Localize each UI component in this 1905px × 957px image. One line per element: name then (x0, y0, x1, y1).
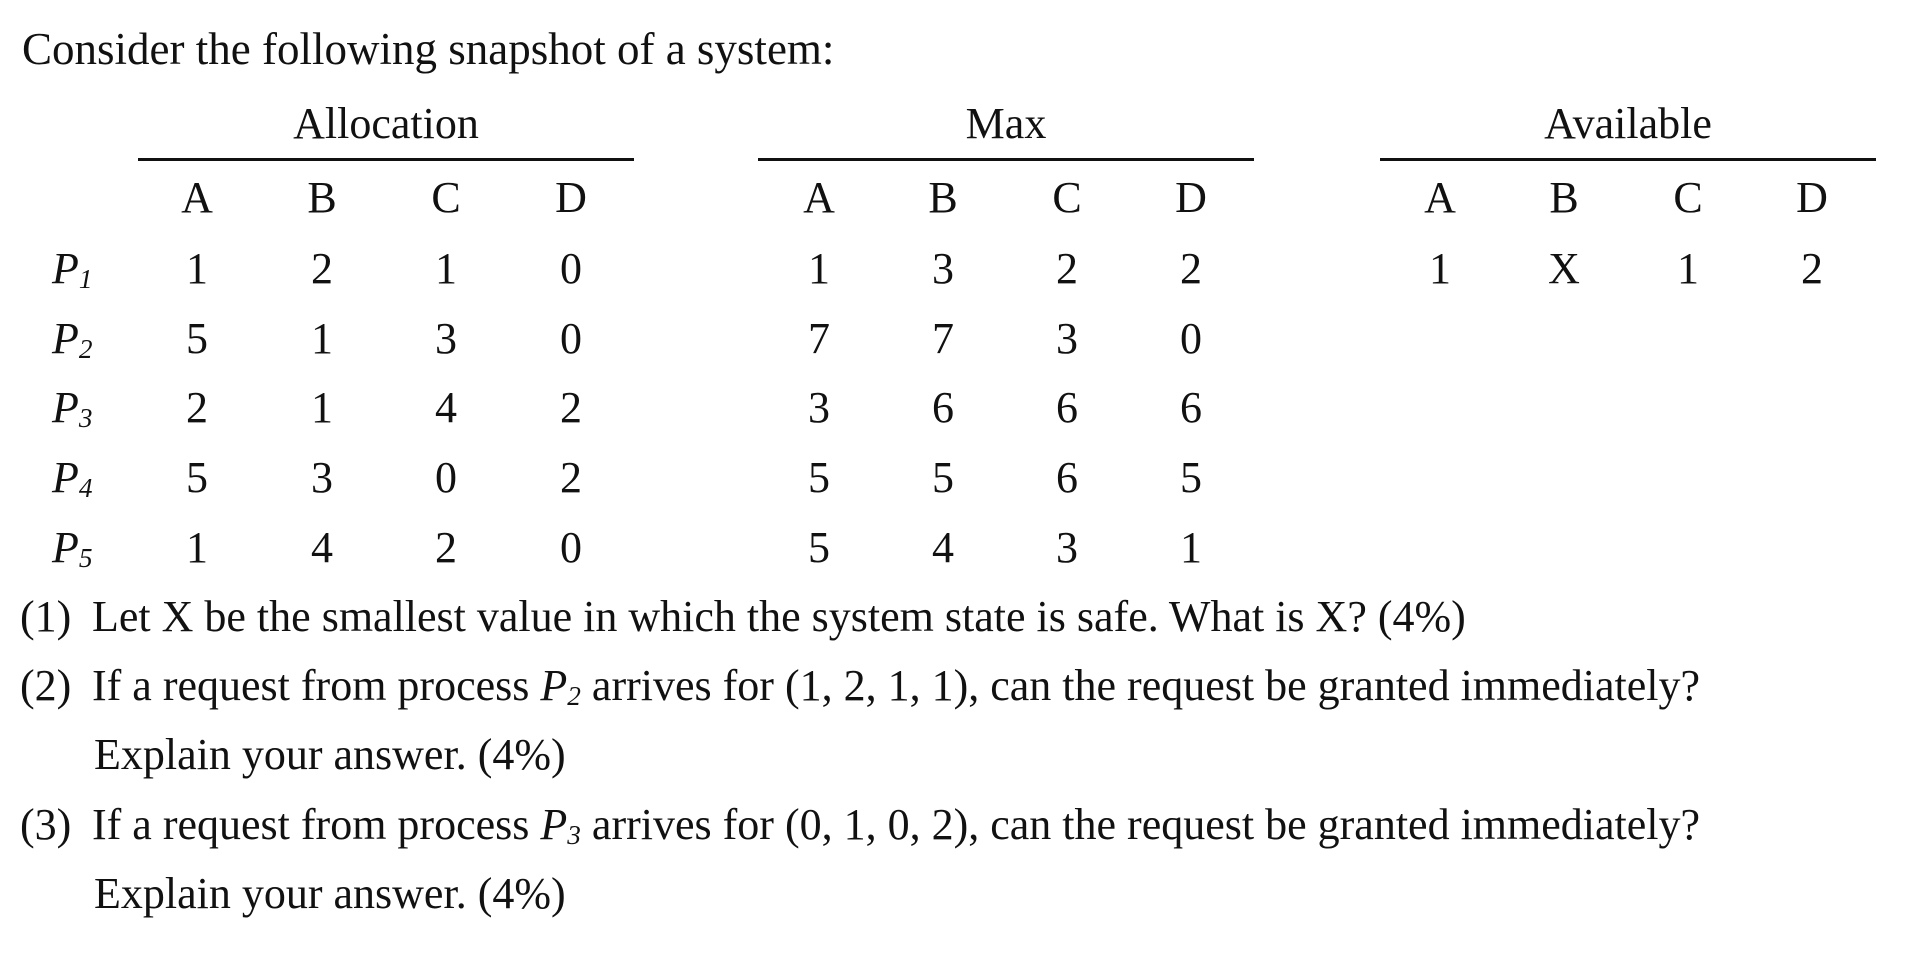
available-rule (1380, 158, 1876, 161)
question-text-after: arrives for (1, 2, 1, 1), can the request be granted immediately? (580, 661, 1701, 710)
available-value: 1 (1677, 244, 1699, 293)
process-index: 3 (78, 402, 93, 433)
available-value: 1 (1429, 244, 1451, 293)
max-header-d: D (1175, 173, 1207, 222)
process-name: P (52, 523, 79, 572)
allocation-value: 0 (560, 314, 582, 363)
allocation-value: 1 (435, 244, 457, 293)
allocation-value: 5 (186, 453, 208, 502)
allocation-header-d: D (555, 173, 587, 222)
max-value: 3 (1056, 523, 1078, 572)
process-index: 1 (78, 263, 93, 294)
allocation-value: 3 (311, 453, 333, 502)
max-value: 6 (932, 383, 954, 432)
max-value: 1 (808, 244, 830, 293)
question-number: (2) (20, 661, 72, 710)
question-text-before: If a request from process (92, 800, 541, 849)
intro-text: Consider the following snapshot of a system: (22, 24, 835, 74)
allocation-value: 4 (435, 383, 457, 432)
process-name: P (52, 244, 79, 293)
process-label-p4 (52, 453, 93, 503)
allocation-value: 3 (435, 314, 457, 363)
question-process: P (540, 800, 568, 849)
process-index: 4 (78, 472, 93, 503)
allocation-value: 4 (311, 523, 333, 572)
max-value: 2 (1180, 244, 1202, 293)
question-2 (20, 660, 1700, 713)
max-value: 1 (1180, 523, 1202, 572)
question-process: P (540, 661, 568, 710)
max-value: 7 (932, 314, 954, 363)
question-process-index: 3 (567, 819, 581, 850)
allocation-rule (138, 158, 634, 161)
available-header-c: C (1673, 173, 1703, 222)
process-index: 2 (78, 333, 93, 364)
max-value: 3 (1056, 314, 1078, 363)
available-title: Available (1544, 99, 1712, 148)
max-value: 5 (808, 523, 830, 572)
allocation-value: 1 (311, 383, 333, 432)
process-name: P (52, 383, 79, 432)
max-value: 5 (808, 453, 830, 502)
process-label-p1 (52, 244, 93, 294)
available-header-d: D (1796, 173, 1828, 222)
process-label-p3 (52, 383, 93, 433)
allocation-value: 1 (311, 314, 333, 363)
allocation-value: 0 (560, 523, 582, 572)
max-title: Max (965, 99, 1047, 148)
allocation-value: 1 (186, 523, 208, 572)
question-number: (1) (20, 592, 72, 641)
question-2-continuation: Explain your answer. (4%) (94, 730, 566, 779)
available-value: 2 (1801, 244, 1823, 293)
question-text-before: If a request from process (92, 661, 541, 710)
allocation-title: Allocation (293, 99, 479, 148)
max-value: 6 (1056, 453, 1078, 502)
allocation-value: 2 (560, 453, 582, 502)
available-value: X (1548, 244, 1580, 293)
max-value: 4 (932, 523, 954, 572)
max-header-c: C (1052, 173, 1082, 222)
max-value: 6 (1180, 383, 1202, 432)
question-number: (3) (20, 800, 72, 849)
max-value: 5 (1180, 453, 1202, 502)
allocation-value: 2 (186, 383, 208, 432)
process-index: 5 (78, 542, 93, 573)
process-name: P (52, 453, 79, 502)
question-text-after: arrives for (0, 1, 0, 2), can the request be granted immediately? (580, 800, 1701, 849)
question-1 (20, 591, 1466, 644)
process-label-p5 (52, 523, 93, 573)
allocation-value: 1 (186, 244, 208, 293)
allocation-value: 5 (186, 314, 208, 363)
allocation-value: 0 (435, 453, 457, 502)
max-value: 0 (1180, 314, 1202, 363)
allocation-value: 2 (560, 383, 582, 432)
max-header-a: A (803, 173, 835, 222)
max-value: 3 (932, 244, 954, 293)
max-value: 7 (808, 314, 830, 363)
question-3-continuation: Explain your answer. (4%) (94, 869, 566, 918)
max-header-b: B (928, 173, 958, 222)
allocation-header-b: B (307, 173, 337, 222)
process-name: P (52, 314, 79, 363)
max-value: 6 (1056, 383, 1078, 432)
available-header-a: A (1424, 173, 1456, 222)
allocation-header-c: C (431, 173, 461, 222)
max-value: 2 (1056, 244, 1078, 293)
question-text: Let X be the smallest value in which the system state is safe. What is X? (4%) (92, 592, 1466, 641)
max-rule (758, 158, 1254, 161)
allocation-value: 0 (560, 244, 582, 293)
allocation-value: 2 (311, 244, 333, 293)
question-3 (20, 799, 1700, 852)
max-value: 3 (808, 383, 830, 432)
allocation-value: 2 (435, 523, 457, 572)
available-header-b: B (1549, 173, 1579, 222)
allocation-header-a: A (181, 173, 213, 222)
max-value: 5 (932, 453, 954, 502)
question-process-index: 2 (567, 680, 581, 711)
process-label-p2 (52, 314, 93, 364)
